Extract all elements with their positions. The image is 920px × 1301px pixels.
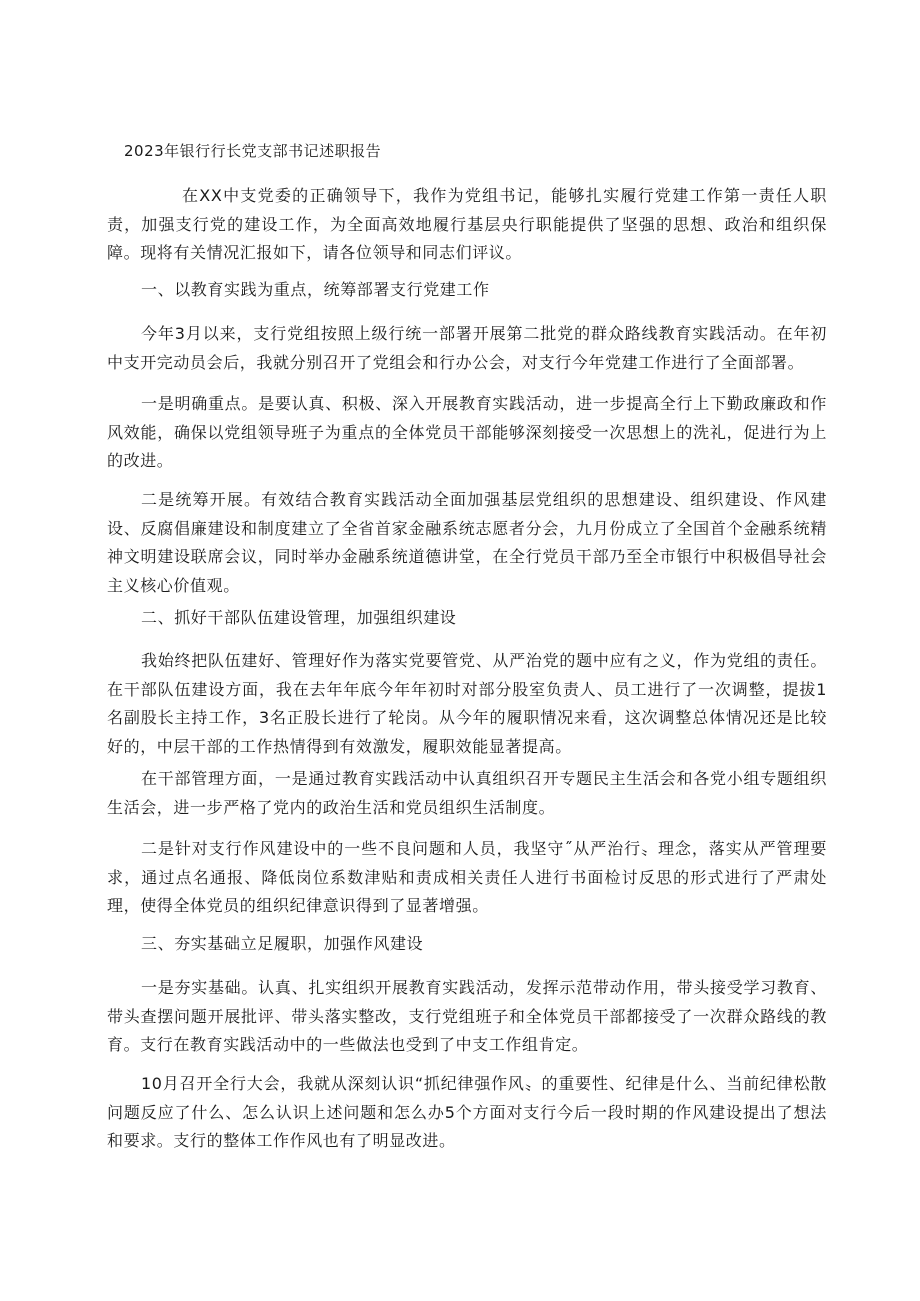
section-3-paragraph-2: 10月召开全行大会，我就从深刻认识“抓纪律强作风〟的重要性、纪律是什么、当前纪律松散问题反应了什么、怎么认识上述问题和怎么办5个方面对支行今后一段时期的作风建设提出了想法和要求。支行的整体工作作风也有了明显改进。	[107, 1074, 827, 1150]
section-1-heading: 一、以教育实践为重点，统筹部署支行党建工作	[141, 280, 490, 299]
section-3-paragraph-1: 一是夯实基础。认真、扎实组织开展教育实践活动，发挥示范带动作用，带头接受学习教育、带头查摆问题开展批评、带头落实整改，支行党组班子和全体党员干部都接受了一次群众路线的教育。支行在教育实践活动中的一些做法也受到了中支工作组肯定。	[107, 978, 827, 1054]
section-1-paragraph-1: 今年3月以来，支行党组按照上级行统一部署开展第二批党的群众路线教育实践活动。在年初中支开完动员会后，我就分别召开了党组会和行办公会，对支行今年党建工作进行了全面部署。	[107, 324, 827, 372]
document-title: 2023年银行行长党支部书记述职报告	[124, 142, 382, 160]
section-1-paragraph-3: 二是统筹开展。有效结合教育实践活动全面加强基层党组织的思想建设、组织建设、作风建设、反腐倡廉建设和制度建立了全省首家金融系统志愿者分会，九月份成立了全国首个金融系统精神文明建设联席会议，同时举办金融系统道德讲堂，在全行党员干部乃至全市银行中积极倡导社会主义核心价值观。	[107, 490, 827, 595]
section-3-heading: 三、夯实基础立足履职，加强作风建设	[141, 934, 424, 953]
section-2-paragraph-2: 在干部管理方面，一是通过教育实践活动中认真组织召开专题民主生活会和各党小组专题组织生活会，进一步严格了党内的政治生活和党员组织生活制度。	[107, 769, 827, 817]
section-1-paragraph-2: 一是明确重点。是要认真、积极、深入开展教育实践活动，进一步提高全行上下勤政廉政和作风效能，确保以党组领导班子为重点的全体党员干部能够深刻接受一次思想上的洗礼，促进行为上的改进。	[107, 394, 827, 470]
section-2-paragraph-3: 二是针对支行作风建设中的一些不良问题和人员，我坚守˝从严治行〟理念，落实从严管理要求，通过点名通报、降低岗位系数津贴和责成相关责任人进行书面检讨反思的形式进行了严肃处理，使得全体党员的组织纪律意识得到了显著增强。	[107, 839, 827, 915]
section-2-heading: 二、抓好干部队伍建设管理，加强组织建设	[141, 608, 457, 627]
intro-paragraph: 在XX中支党委的正确领导下，我作为党组书记，能够扎实履行党建工作第一责任人职责，加强支行党的建设工作，为全面高效地履行基层央行职能提供了坚强的思想、政治和组织保障。现将有关情况汇报如下，请各位领导和同志们评议。	[107, 186, 827, 262]
section-2-paragraph-1: 我始终把队伍建好、管理好作为落实党要管党、从严治党的题中应有之义，作为党组的责任。在干部队伍建设方面，我在去年年底今年年初时对部分股室负责人、员工进行了一次调整，提拔1名副股长主持工作，3名正股长进行了轮岗。从今年的履职情况来看，这次调整总体情况还是比较好的，中层干部的工作热情得到有效激发，履职效能显著提高。	[107, 651, 827, 756]
